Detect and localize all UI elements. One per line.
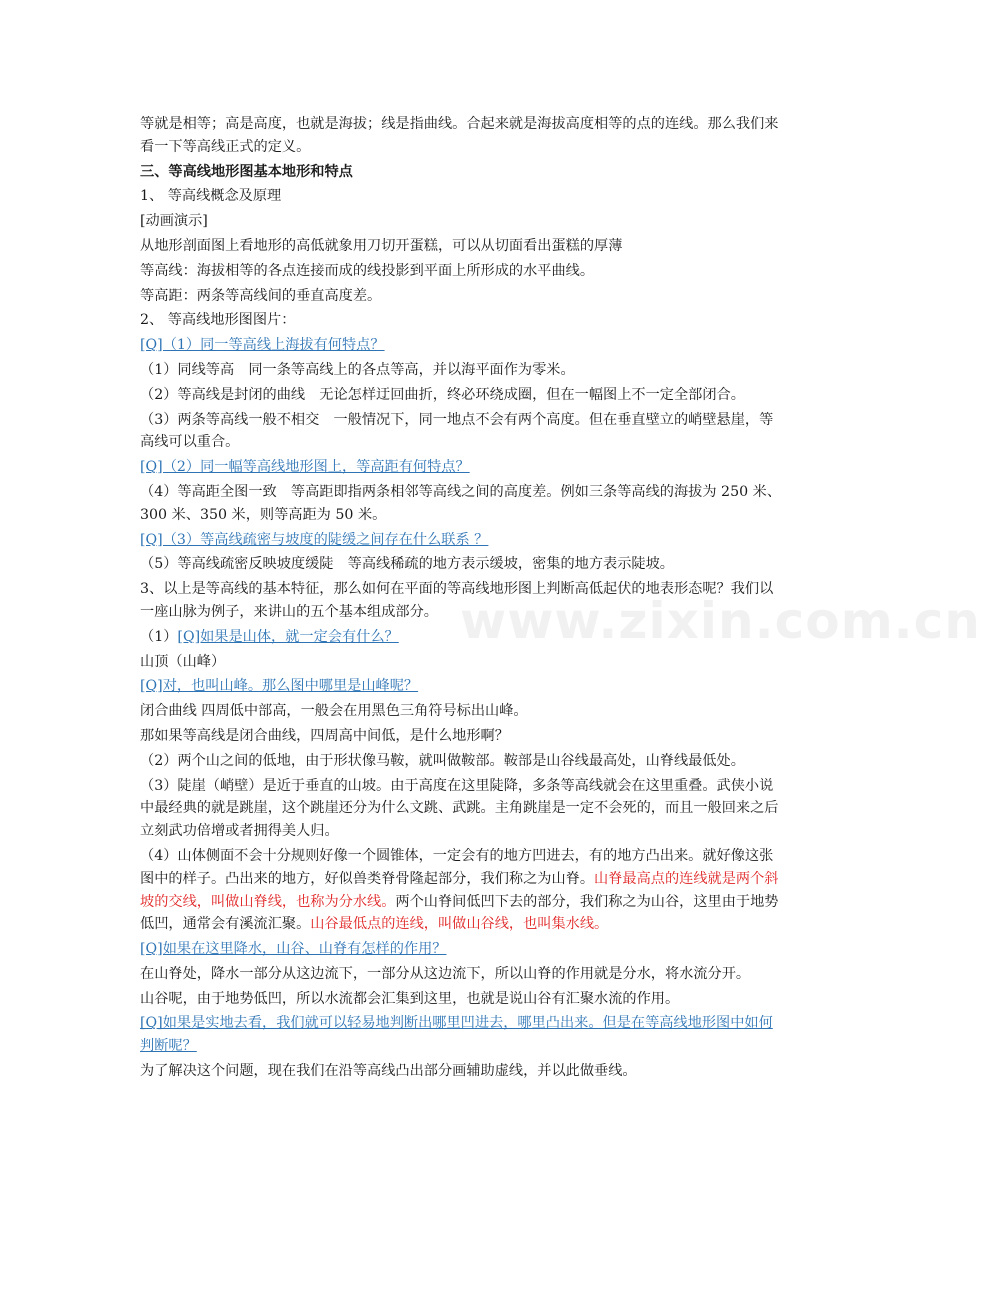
text-segment: 2、 等高线地形图图片：: [140, 312, 296, 329]
paragraph: [140, 1060, 785, 1083]
question-link[interactable]: [Q]（3）等高线疏密与坡度的陡缓之间存在什么联系 ？: [140, 531, 489, 548]
paragraph: [140, 359, 785, 382]
paragraph: [140, 775, 785, 843]
question-link[interactable]: [Q]对，也叫山峰。那么图中哪里是山峰呢？: [140, 678, 419, 695]
paragraph: [140, 456, 785, 479]
text-segment: 那如果等高线是闭合曲线，四周高中间低，是什么地形啊？: [140, 727, 509, 744]
paragraph: [140, 260, 785, 283]
text-segment: 等就是相等；高是高度，也就是海拔；线是指曲线。合起来就是海拔高度相等的点的连线。那么我们来看一下等高线正式的定义。: [140, 116, 779, 155]
paragraph: [140, 938, 785, 961]
text-segment: （4）等高距全图一致 等高距即指两条相邻等高线之间的高度差。例如三条等高线的海拔为 250 米、300 米、350 米，则等高距为 50 米。: [140, 483, 782, 523]
text-segment: 从地形剖面图上看地形的高低就象用刀切开蛋糕，可以从切面看出蛋糕的厚薄: [140, 237, 623, 254]
text-segment: （3）陡崖（峭壁）是近于垂直的山坡。由于高度在这里陡降，多条等高线就会在这里重叠。武侠小说中最经典的就是跳崖，这个跳崖还分为什么文跳、武跳。主角跳崖是一定不会死的，而且一般回来之后立刻武功倍增或者拥得美人归。: [140, 777, 779, 840]
paragraph: [140, 651, 785, 674]
paragraph: [140, 988, 785, 1011]
text-segment: 山谷呢，由于地势低凹，所以水流都会汇集到这里，也就是说山谷有汇聚水流的作用。: [140, 990, 680, 1007]
paragraph: [140, 285, 785, 308]
paragraph: [140, 481, 785, 527]
text-segment: （2）两个山之间的低地，由于形状像马鞍，就叫做鞍部。鞍部是山谷线最高处，山脊线最低处。: [140, 752, 745, 769]
text-segment: 1、 等高线概念及原理: [140, 188, 282, 205]
paragraph: [140, 113, 785, 159]
question-link[interactable]: [Q]如果在这里降水，山谷、山脊有怎样的作用？: [140, 941, 447, 958]
paragraph: [140, 309, 785, 332]
paragraph: [140, 845, 785, 936]
paragraph: [140, 334, 785, 357]
question-link[interactable]: [Q]如果是实地去看，我们就可以轻易地判断出哪里凹进去，哪里凸出来。但是在等高线地形图中如何判断呢？: [140, 1015, 773, 1055]
paragraph: [140, 529, 785, 552]
paragraph: [140, 626, 785, 649]
text-segment: （3）两条等高线一般不相交 一般情况下，同一地点不会有两个高度。但在垂直壁立的峭壁悬崖，等高线可以重合。: [140, 411, 774, 451]
text-segment: （1）同线等高 同一条等高线上的各点等高，并以海平面作为零米。: [140, 361, 575, 378]
paragraph: [140, 750, 785, 773]
text-segment: （2）等高线是封闭的曲线 无论怎样迂回曲折，终必环绕成圈，但在一幅图上不一定全部闭合。: [140, 386, 745, 403]
paragraph: [140, 1012, 785, 1058]
paragraph: [140, 578, 785, 624]
text-segment: 闭合曲线 四周低中部高，一般会在用黑色三角符号标出山峰。: [140, 703, 528, 720]
text-segment: 为了解决这个问题，现在我们在沿等高线凸出部分画辅助虚线，并以此做垂线。: [140, 1063, 637, 1080]
paragraph: [140, 210, 785, 233]
text-segment: 等高距：两条等高线间的垂直高度差。: [140, 287, 382, 304]
text-segment: 三、等高线地形图基本地形和特点: [140, 163, 353, 180]
paragraph: [140, 963, 785, 986]
question-link[interactable]: [Q]（1）同一等高线上海拔有何特点？: [140, 337, 385, 354]
section-heading: [140, 161, 785, 184]
text-segment: （1）: [140, 628, 178, 645]
text-segment: 3、以上是等高线的基本特征，那么如何在平面的等高线地形图上判断高低起伏的地表形态呢？我们以一座山脉为例子，来讲山的五个基本组成部分。: [140, 581, 774, 620]
question-link[interactable]: [Q]（2）同一幅等高线地形图上，等高距有何特点？: [140, 459, 470, 476]
highlighted-text: 山谷最低点的连线，叫做山谷线，也叫集水线。: [310, 916, 609, 933]
paragraph: [140, 700, 785, 723]
paragraph: [140, 725, 785, 748]
highlighted-text: 山脊最高点的连线就是两个斜坡的交线，叫做山脊线，也称为分水线。: [140, 870, 779, 910]
text-segment: 两个山脊间低凹下去的部分，我们称之为山谷，这里由于地势低凹，通常会有溪流汇聚。: [140, 893, 779, 933]
text-segment: 山顶（山峰）: [140, 653, 226, 670]
watermark: www.zixin.com.cn: [460, 592, 981, 650]
paragraph: [140, 185, 785, 208]
document-body: [140, 111, 785, 1083]
paragraph: [140, 384, 785, 407]
text-segment: （4）山体侧面不会十分规则好像一个圆锥体，一定会有的地方凹进去，有的地方凸出来。就好像这张图中的样子。凸出来的地方，好似兽类脊骨隆起部分，我们称之为山脊。: [140, 847, 774, 887]
question-link[interactable]: [Q]如果是山体，就一定会有什么？: [177, 628, 399, 645]
text-segment: 等高线：海拔相等的各点连接而成的线投影到平面上所形成的水平曲线。: [140, 262, 595, 279]
paragraph: [140, 409, 785, 455]
paragraph: [140, 553, 785, 576]
text-segment: [动画演示]: [140, 213, 208, 230]
text-segment: 在山脊处，降水一部分从这边流下，一部分从这边流下，所以山脊的作用就是分水，将水流分开。: [140, 965, 751, 982]
text-segment: （5）等高线疏密反映坡度缓陡 等高线稀疏的地方表示缓坡，密集的地方表示陡坡。: [140, 556, 674, 573]
paragraph: [140, 675, 785, 698]
paragraph: [140, 235, 785, 258]
